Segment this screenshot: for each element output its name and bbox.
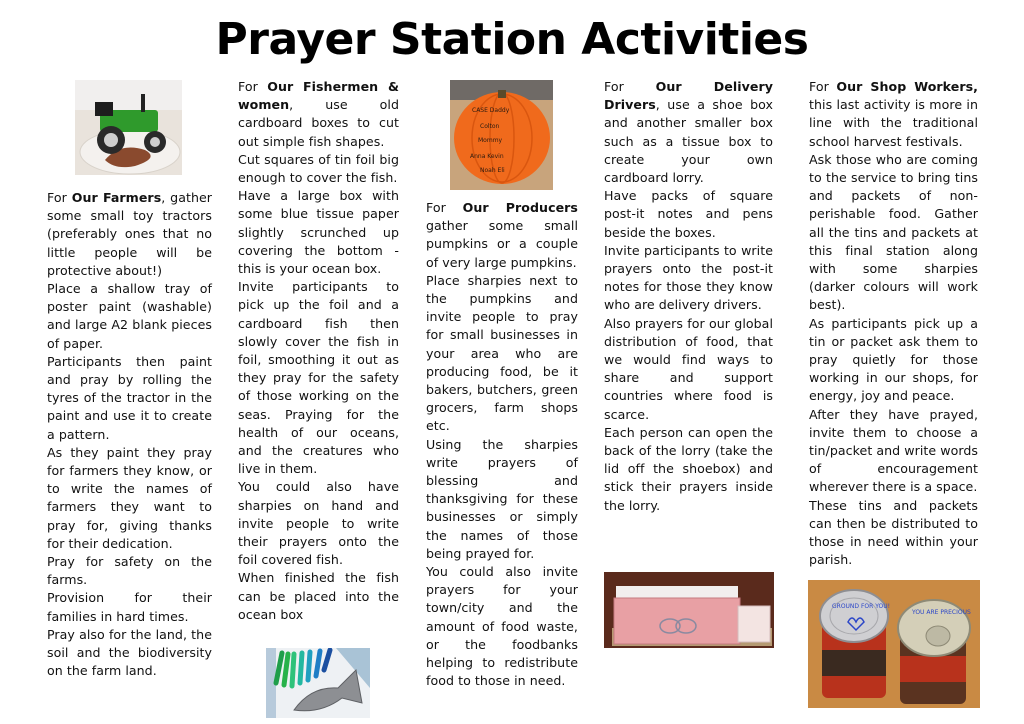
station-paragraph: Have packs of square post-it notes and pens beside the boxes. bbox=[604, 188, 773, 240]
svg-text:Noah Eli: Noah Eli bbox=[480, 167, 505, 174]
page-title: Prayer Station Activities bbox=[215, 14, 809, 65]
station-group-name: Our Producers bbox=[462, 200, 578, 215]
station-paragraph: As they paint they pray for farmers they know, or to write the names of farmers they want to pray for, giving thanks for their dedication. bbox=[47, 444, 212, 551]
station-paragraph: Using the sharpies write prayers of blessing and thanksgiving for these businesses or simply the names of those being prayed for. bbox=[426, 436, 578, 561]
station-intro: For Our Shop Workers, this last activity is more in line with the traditional school harvest festivals. bbox=[809, 79, 979, 149]
station-group-name: Our Farmers bbox=[71, 190, 162, 205]
foil-fish-and-sharpies-photo bbox=[266, 648, 370, 718]
station-paragraph: You could also invite prayers for your town/city and the amount of food waste, or the foodbanks helping to redistribute food to those in need. bbox=[426, 564, 578, 689]
station-paragraph: Place a shallow tray of poster paint (washable) and large A2 blank pieces of paper. bbox=[47, 281, 212, 351]
svg-text:Colton: Colton bbox=[480, 123, 500, 130]
station-paragraph: You could also have sharpies on hand and invite people to write their prayers onto the foil covered fish. bbox=[238, 479, 399, 568]
decorated-food-tins-photo bbox=[808, 580, 980, 708]
station-fishermen bbox=[238, 78, 399, 624]
station-paragraph: Have a large box with some blue tissue paper slightly scrunched up covering the bottom - this is your ocean box. bbox=[238, 188, 399, 277]
cardboard-box-lorry-photo bbox=[604, 572, 774, 648]
station-paragraph: As participants pick up a tin or packet ask them to pray quietly for those working in our shops, for energy, joy and peace. bbox=[809, 315, 978, 404]
station-shop-workers bbox=[809, 78, 978, 569]
svg-text:Anna Kevin: Anna Kevin bbox=[470, 153, 504, 160]
station-paragraph: Each person can open the back of the lorry (take the lid off the shoebox) and stick their prayers inside the lorry. bbox=[604, 424, 773, 513]
station-paragraph: Also prayers for our global distribution of food, that we would find ways to share and support countries where food is scarce. bbox=[604, 315, 773, 422]
station-paragraph: Place sharpies next to the pumpkins and invite people to pray for small businesses in your area who are producing food, be it bakers, butchers, green grocers, farm shops etc. bbox=[426, 272, 578, 434]
station-intro: For Our Producers gather some small pumpkins or a couple of very large pumpkins. bbox=[426, 200, 578, 270]
station-farmers bbox=[47, 189, 212, 680]
station-producers bbox=[426, 199, 578, 690]
station-paragraph: When finished the fish can be placed into the ocean box bbox=[238, 570, 399, 622]
svg-text:GROUND FOR YOU!: GROUND FOR YOU! bbox=[832, 603, 891, 610]
station-paragraph: Cut squares of tin foil big enough to cover the fish. bbox=[238, 151, 399, 186]
station-paragraph: Invite participants to write prayers onto the post-it notes for those they know who are delivery drivers. bbox=[604, 242, 773, 313]
station-paragraph: Participants then paint and pray by rolling the tyres of the tractor in the paint and use it to create a pattern. bbox=[47, 353, 212, 442]
station-delivery-drivers bbox=[604, 78, 773, 515]
station-group-name: Our Shop Workers, bbox=[836, 79, 979, 94]
station-intro: For Our Delivery Drivers, use a shoe box and another smaller box such as a tissue box to create your own cardboard lorry. bbox=[604, 79, 773, 186]
svg-text:CASE Daddy: CASE Daddy bbox=[472, 107, 510, 114]
written-pumpkin-photo bbox=[450, 80, 553, 190]
station-group-name: Our Fishermen & women bbox=[238, 79, 399, 113]
station-paragraph: Pray also for the land, the soil and the biodiversity on the farm land. bbox=[47, 626, 212, 679]
station-paragraph: Pray for safety on the farms. bbox=[47, 554, 212, 588]
station-group-name: Our Delivery Drivers bbox=[604, 79, 773, 113]
station-intro: For Our Fishermen & women, use old cardboard boxes to cut out simple fish shapes. bbox=[238, 79, 399, 149]
station-paragraph: Invite participants to pick up the foil and a cardboard fish then slowly cover the fish in foil, smoothing it out as they pray for the safety of those working on the seas. Praying for the health of our oceans, and the creatures who live in them. bbox=[238, 279, 399, 477]
svg-text:Mommy: Mommy bbox=[478, 137, 503, 144]
station-paragraph: These tins and packets can then be distributed to those in need within your parish. bbox=[809, 497, 978, 568]
svg-text:YOU ARE PRECIOUS: YOU ARE PRECIOUS bbox=[912, 609, 971, 616]
station-paragraph: After they have prayed, invite them to choose a tin/packet and write words of encouragement wherever there is a space. bbox=[809, 406, 979, 495]
toy-tractor-with-paint-photo bbox=[75, 80, 182, 175]
station-intro: For Our Farmers, gather some small toy tractors (preferably ones that no little people will be protective about!) bbox=[47, 190, 213, 278]
station-paragraph: Ask those who are coming to the service to bring tins and packets of non-perishable food. Gather all the tins and packets at this final station along with some sharpies (darker colours will work best). bbox=[809, 151, 978, 313]
station-paragraph: Provision for their families in hard times. bbox=[47, 590, 212, 624]
